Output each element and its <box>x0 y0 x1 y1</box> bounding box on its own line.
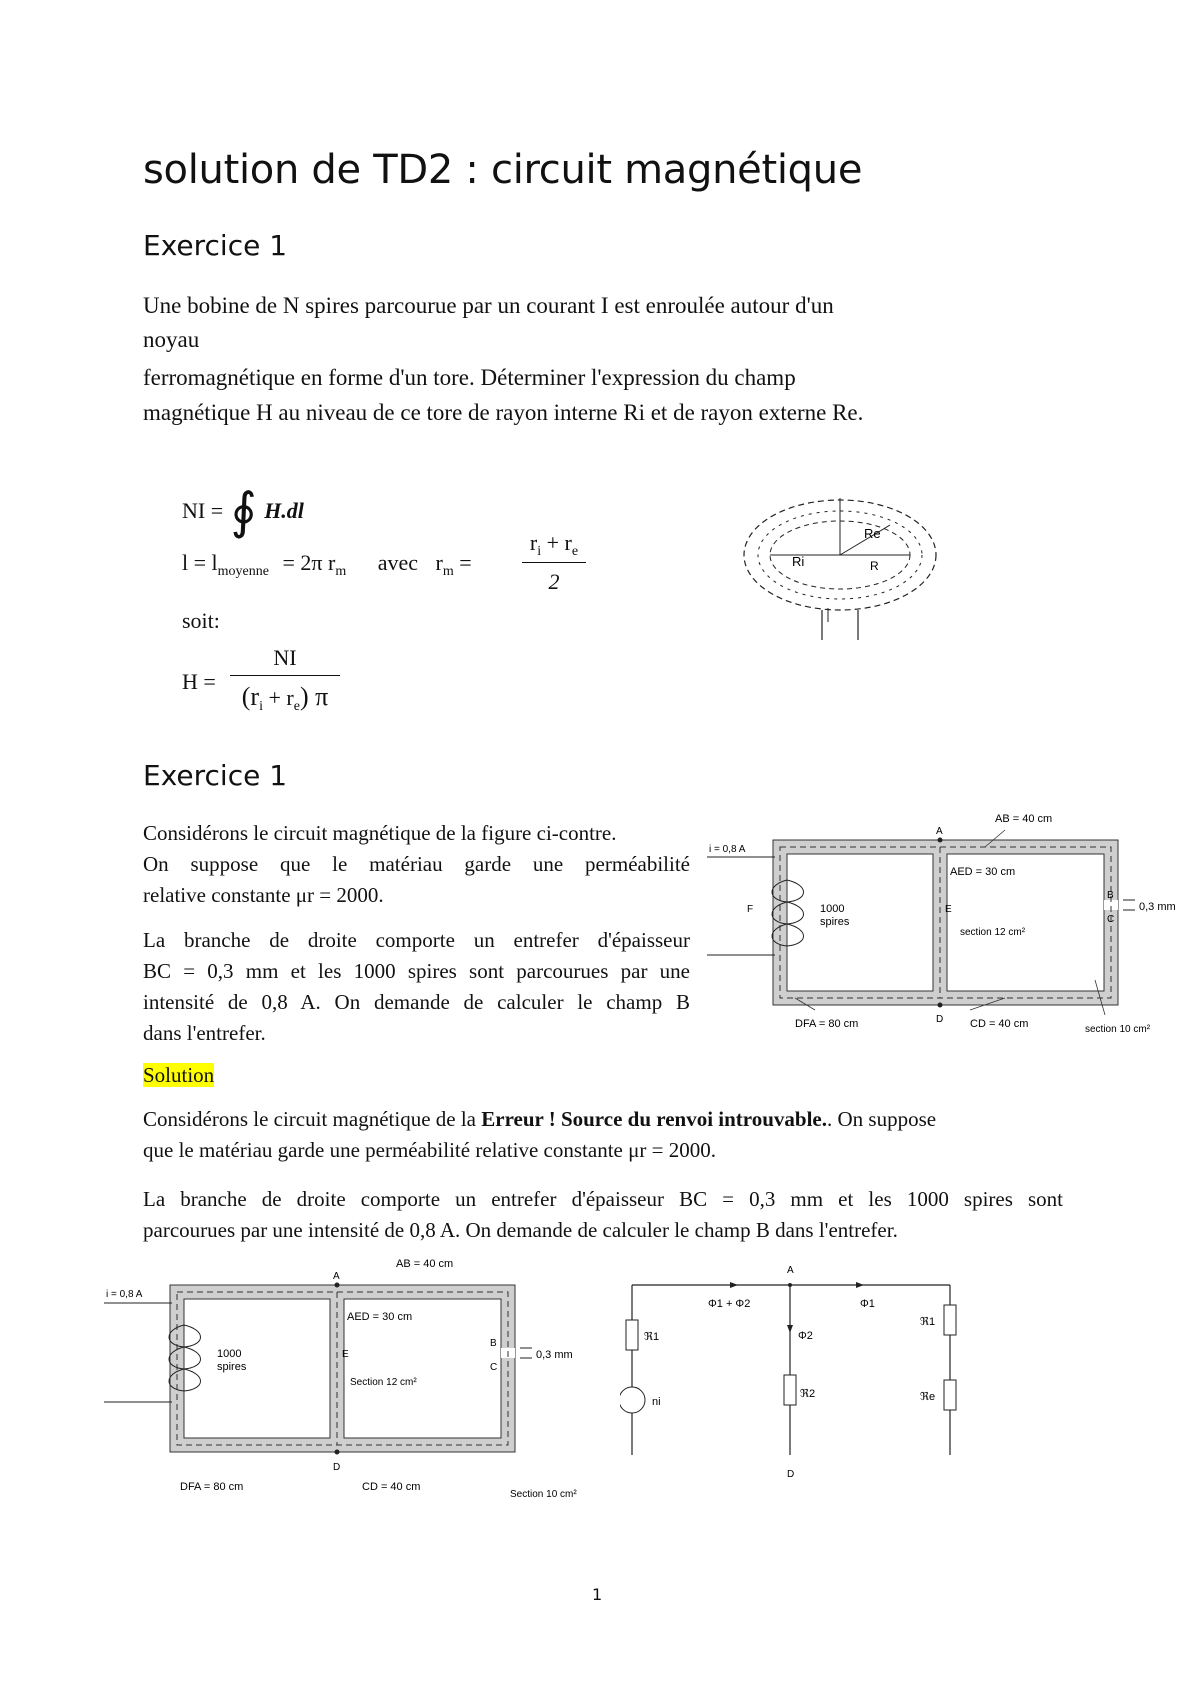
fraction-num-ri: r <box>529 530 538 555</box>
eq-node-d: D <box>787 1469 795 1480</box>
exercise-2-heading: Exercice 1 <box>143 759 288 792</box>
label-c-2: C <box>490 1362 498 1373</box>
formula-soit: soit: <box>182 608 220 633</box>
formula-ampere-lhs: NI = <box>182 498 224 523</box>
exercise-1-line-2: noyau <box>143 327 200 352</box>
label-current: i = 0,8 A <box>709 844 746 855</box>
formula-length <box>182 550 472 580</box>
label-spires-n-2: 1000 <box>217 1348 242 1360</box>
page-number: 1 <box>592 1585 603 1604</box>
eq-node-a: A <box>787 1265 794 1276</box>
formula-h-den-sub2: e <box>293 699 300 714</box>
label-section-12-2: Section 12 cm² <box>350 1377 417 1388</box>
label-b: B <box>1107 890 1114 901</box>
label-section-12: section 12 cm² <box>960 927 1026 938</box>
exercise-2-para-2-line-1: La branche de droite comporte un entrefer d'épaisseur <box>143 928 690 952</box>
solution-highlight: Solution <box>143 1063 215 1087</box>
formula-h-den-sub1: i <box>259 699 263 714</box>
eq-reluctance-e: ℜe <box>920 1391 936 1403</box>
formula-h-fraction <box>230 645 340 715</box>
fraction-num-re-sub: e <box>571 544 579 559</box>
solution-para-1-c: . On suppose <box>827 1107 937 1131</box>
equivalent-circuit <box>620 1255 960 1505</box>
label-a-2: A <box>333 1271 340 1282</box>
solution-para-2 <box>143 1184 1063 1246</box>
label-ab-2: AB = 40 cm <box>396 1258 454 1270</box>
exercise-2-para-2-line-3: intensité de 0,8 A. On demande de calculer le champ B <box>143 990 690 1014</box>
exercise-2-para-1-line-2: On suppose que le matériau garde une perméabilité <box>143 852 690 876</box>
solution-para-1-a: Considérons le circuit magnétique de la <box>143 1107 482 1131</box>
solution-para-1 <box>143 1104 1063 1166</box>
label-e: E <box>945 904 952 915</box>
torus-label-ri: Ri <box>792 554 805 569</box>
label-spires: spires <box>820 916 850 928</box>
label-cd: CD = 40 cm <box>970 1018 1029 1030</box>
formula-avec: avec <box>377 550 418 575</box>
label-a: A <box>936 826 943 837</box>
eq-flux-1: Φ1 <box>860 1298 875 1310</box>
exercise-1-line-3: ferromagnétique en forme d'un tore. Déterminer l'expression du champ <box>143 365 796 390</box>
exercise-1-heading: Exercice 1 <box>143 229 288 262</box>
label-f: F <box>747 904 754 915</box>
fraction-num-ri-sub: i <box>537 544 542 559</box>
torus-label-re: Re <box>864 526 881 541</box>
formula-length-mid: = 2π r <box>282 550 336 575</box>
label-dfa: DFA = 80 cm <box>795 1018 859 1030</box>
label-gap: 0,3 mm <box>1139 901 1176 913</box>
formula-length-lhs: l = l <box>182 550 218 575</box>
eq-flux-sum: Φ1 + Φ2 <box>708 1298 751 1310</box>
label-c: C <box>1107 914 1115 925</box>
torus-label-r: R <box>870 559 879 573</box>
formula-h-lhs: H = <box>182 669 216 694</box>
label-cd-2: CD = 40 cm <box>362 1481 421 1493</box>
eq-reluctance-2: ℜ2 <box>800 1388 816 1400</box>
formula-h-den: (r <box>241 682 260 711</box>
label-b-2: B <box>490 1338 497 1349</box>
eq-source-ni: ni <box>652 1396 661 1408</box>
torus-figure <box>740 490 950 650</box>
formula-h-num: NI <box>230 645 340 676</box>
exercise-1-line-1: Une bobine de N spires parcourue par un courant I est enroulée autour d'un <box>143 293 834 318</box>
solution-error-ref: Erreur ! Source du renvoi introuvable. <box>481 1107 827 1131</box>
solution-para-2-line-2: parcourues par une intensité de 0,8 A. On demande de calculer le champ B dans l'entrefer. <box>143 1218 898 1242</box>
label-spires-n: 1000 <box>820 903 845 915</box>
integral-sign-icon: ∮ <box>230 483 257 539</box>
formula-rm: r <box>435 550 443 575</box>
label-gap-2: 0,3 mm <box>536 1349 573 1361</box>
eq-flux-2: Φ2 <box>798 1330 813 1342</box>
fraction-den: 2 <box>548 569 560 594</box>
exercise-2-para-2-line-2: BC = 0,3 mm et les 1000 spires sont parcourues par une <box>143 959 690 983</box>
exercise-1-line-4: magnétique H au niveau de ce tore de rayon interne Ri et de rayon externe Re. <box>143 400 864 425</box>
label-spires-2: spires <box>217 1361 247 1373</box>
exercise-2-para-2-line-4: dans l'entrefer. <box>143 1021 266 1045</box>
exercise-2-para-1-line-3: relative constante μr = 2000. <box>143 883 384 907</box>
solution-para-2-line-1: La branche de droite comporte un entrefer d'épaisseur BC = 0,3 mm et les 1000 spires sont <box>143 1187 1063 1211</box>
formula-ampere <box>182 472 304 539</box>
page-title: solution de TD2 : circuit magnétique <box>143 147 863 193</box>
formula-h-den-end: ) π <box>299 682 329 711</box>
eq-reluctance-1b: ℜ1 <box>920 1316 936 1328</box>
formula-rm-fraction <box>522 530 586 595</box>
formula-rm-eq: = <box>459 550 472 575</box>
label-section-10-2: Section 10 cm² <box>510 1489 577 1500</box>
label-d-2: D <box>333 1462 341 1473</box>
magnetic-circuit-figure-1 <box>705 800 1185 1040</box>
formula-ampere-rhs: H.dl <box>264 498 304 523</box>
label-e-2: E <box>342 1349 349 1360</box>
exercise-2-para-1 <box>143 818 690 911</box>
formula-h-den-mid: + r <box>262 685 294 710</box>
label-current-2: i = 0,8 A <box>106 1289 143 1300</box>
exercise-2-para-1-line-1: Considérons le circuit magnétique de la figure ci-contre. <box>143 821 617 845</box>
label-section-10: section 10 cm² <box>1085 1024 1151 1035</box>
label-ab: AB = 40 cm <box>995 813 1053 825</box>
label-d: D <box>936 1014 944 1025</box>
label-aed: AED = 30 cm <box>950 866 1016 878</box>
exercise-2-para-2 <box>143 925 690 1049</box>
solution-label <box>143 1060 214 1091</box>
formula-length-mid-sub: m <box>335 564 347 579</box>
fraction-num-plus: + r <box>541 530 572 555</box>
magnetic-circuit-figure-2 <box>100 1245 600 1505</box>
formula-length-sub: moyenne <box>217 564 269 579</box>
formula-rm-sub: m <box>442 564 454 579</box>
label-dfa-2: DFA = 80 cm <box>180 1481 244 1493</box>
solution-para-1-line-2: que le matériau garde une perméabilité relative constante μr = 2000. <box>143 1138 716 1162</box>
label-aed-2: AED = 30 cm <box>347 1311 413 1323</box>
eq-reluctance-1: ℜ1 <box>644 1331 660 1343</box>
